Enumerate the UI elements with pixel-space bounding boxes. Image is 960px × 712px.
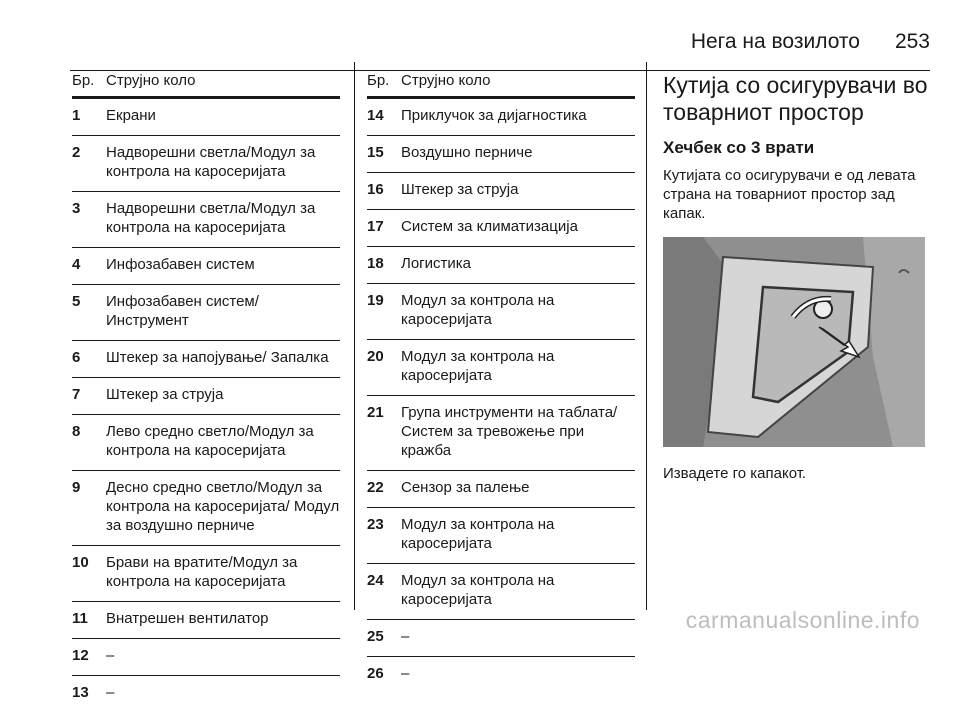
col-header-circuit: Струјно коло [106, 72, 340, 98]
table-row [367, 564, 635, 620]
fuse-rows-left [72, 98, 340, 712]
table-row [72, 471, 340, 546]
watermark: carmanualsonline.info [686, 607, 920, 634]
table-row [367, 620, 635, 657]
fuse-number: 9 [72, 471, 106, 546]
header-title: Нега на возилото [691, 30, 860, 54]
table-row [72, 546, 340, 602]
fuse-table-left [72, 72, 340, 712]
fuse-circuit: Приклучок за дијагностика [401, 98, 635, 136]
fuse-circuit: Лево средно светло/Модул за контрола на каросеријата [106, 415, 340, 471]
fuse-number: 18 [367, 247, 401, 284]
fuse-number: 17 [367, 210, 401, 247]
fuse-circuit: Модул за контрола на каросеријата [401, 508, 635, 564]
section-body: Кутијата со осигурувачи е од левата страна на товарниот простор зад капак. [663, 166, 931, 223]
page-header [70, 30, 930, 56]
fuse-circuit: Модул за контрола на каросеријата [401, 284, 635, 340]
table-row [72, 602, 340, 639]
table-row [367, 173, 635, 210]
fuse-table-right [367, 72, 635, 693]
fuse-circuit: Внатрешен вентилатор [106, 602, 340, 639]
fuse-table-right-column [367, 72, 635, 693]
fuse-number: 21 [367, 396, 401, 471]
fuse-circuit: Брави на вратите/Модул за контрола на каросеријата [106, 546, 340, 602]
table-row [72, 378, 340, 415]
fuse-circuit: – [401, 657, 635, 694]
fuse-circuit: Штекер за струја [106, 378, 340, 415]
column-divider [354, 62, 355, 610]
table-row [367, 471, 635, 508]
fuse-circuit: Надворешни светла/Модул за контрола на каросеријата [106, 192, 340, 248]
table-row [367, 340, 635, 396]
fuse-circuit: Модул за контрола на каросеријата [401, 564, 635, 620]
fuse-circuit: Логистика [401, 247, 635, 284]
fuse-number: 11 [72, 602, 106, 639]
fuse-circuit: Инфозабавен систем/ Инструмент [106, 285, 340, 341]
fuse-number: 23 [367, 508, 401, 564]
page-number: 253 [895, 30, 930, 54]
fuse-number: 8 [72, 415, 106, 471]
fuse-circuit: Сензор за палење [401, 471, 635, 508]
col-header-no: Бр. [367, 72, 401, 98]
fuse-circuit: Екрани [106, 98, 340, 136]
table-row [367, 98, 635, 136]
table-row [367, 136, 635, 173]
fuse-circuit: Група инструменти на таблата/Систем за тревожење при кражба [401, 396, 635, 471]
cargo-compartment-drawing [663, 237, 925, 447]
section-subtitle: Хечбек со 3 врати [663, 138, 931, 158]
fuse-circuit: – [106, 676, 340, 712]
fuse-rows-right [367, 98, 635, 694]
fuse-number: 24 [367, 564, 401, 620]
col-header-no: Бр. [72, 72, 106, 98]
fuse-circuit: Систем за климатизација [401, 210, 635, 247]
fuse-number: 26 [367, 657, 401, 694]
fuse-circuit: Штекер за струја [401, 173, 635, 210]
fuse-number: 3 [72, 192, 106, 248]
fuse-circuit: Инфозабавен систем [106, 248, 340, 285]
table-row [367, 210, 635, 247]
fuse-number: 12 [72, 639, 106, 676]
table-row [367, 396, 635, 471]
section-title: Кутија со осигурувачи во товарниот простор [663, 72, 931, 126]
fuse-circuit: Надворешни светла/Модул за контрола на каросеријата [106, 136, 340, 192]
header-rule [70, 70, 930, 71]
fuse-table-left-column [72, 72, 340, 712]
illustration-caption: Извадете го капакот. [663, 465, 931, 482]
section-column [663, 72, 931, 482]
fuse-number: 2 [72, 136, 106, 192]
table-row [72, 341, 340, 378]
table-row [72, 415, 340, 471]
fuse-number: 10 [72, 546, 106, 602]
fuse-number: 14 [367, 98, 401, 136]
fuse-number: 16 [367, 173, 401, 210]
fuse-box-cover-illustration [663, 237, 925, 447]
fuse-circuit: Десно средно светло/Модул за контрола на каросеријата/ Модул за воздушно перниче [106, 471, 340, 546]
fuse-circuit: Штекер за напојување/ Запалка [106, 341, 340, 378]
table-row [72, 98, 340, 136]
fuse-number: 4 [72, 248, 106, 285]
table-row [72, 192, 340, 248]
fuse-number: 22 [367, 471, 401, 508]
fuse-number: 15 [367, 136, 401, 173]
table-row [367, 508, 635, 564]
fuse-number: 1 [72, 98, 106, 136]
fuse-number: 13 [72, 676, 106, 712]
table-row [367, 247, 635, 284]
table-row [367, 284, 635, 340]
fuse-number: 20 [367, 340, 401, 396]
fuse-number: 7 [72, 378, 106, 415]
col-header-circuit: Струјно коло [401, 72, 635, 98]
fuse-circuit: – [401, 620, 635, 657]
table-row [72, 639, 340, 676]
column-divider [646, 62, 647, 610]
fuse-number: 5 [72, 285, 106, 341]
table-row [367, 657, 635, 694]
fuse-circuit: Воздушно перниче [401, 136, 635, 173]
table-row [72, 285, 340, 341]
fuse-circuit: – [106, 639, 340, 676]
fuse-circuit: Модул за контрола на каросеријата [401, 340, 635, 396]
table-row [72, 676, 340, 712]
fuse-number: 19 [367, 284, 401, 340]
fuse-number: 6 [72, 341, 106, 378]
fuse-number: 25 [367, 620, 401, 657]
table-row [72, 136, 340, 192]
table-row [72, 248, 340, 285]
